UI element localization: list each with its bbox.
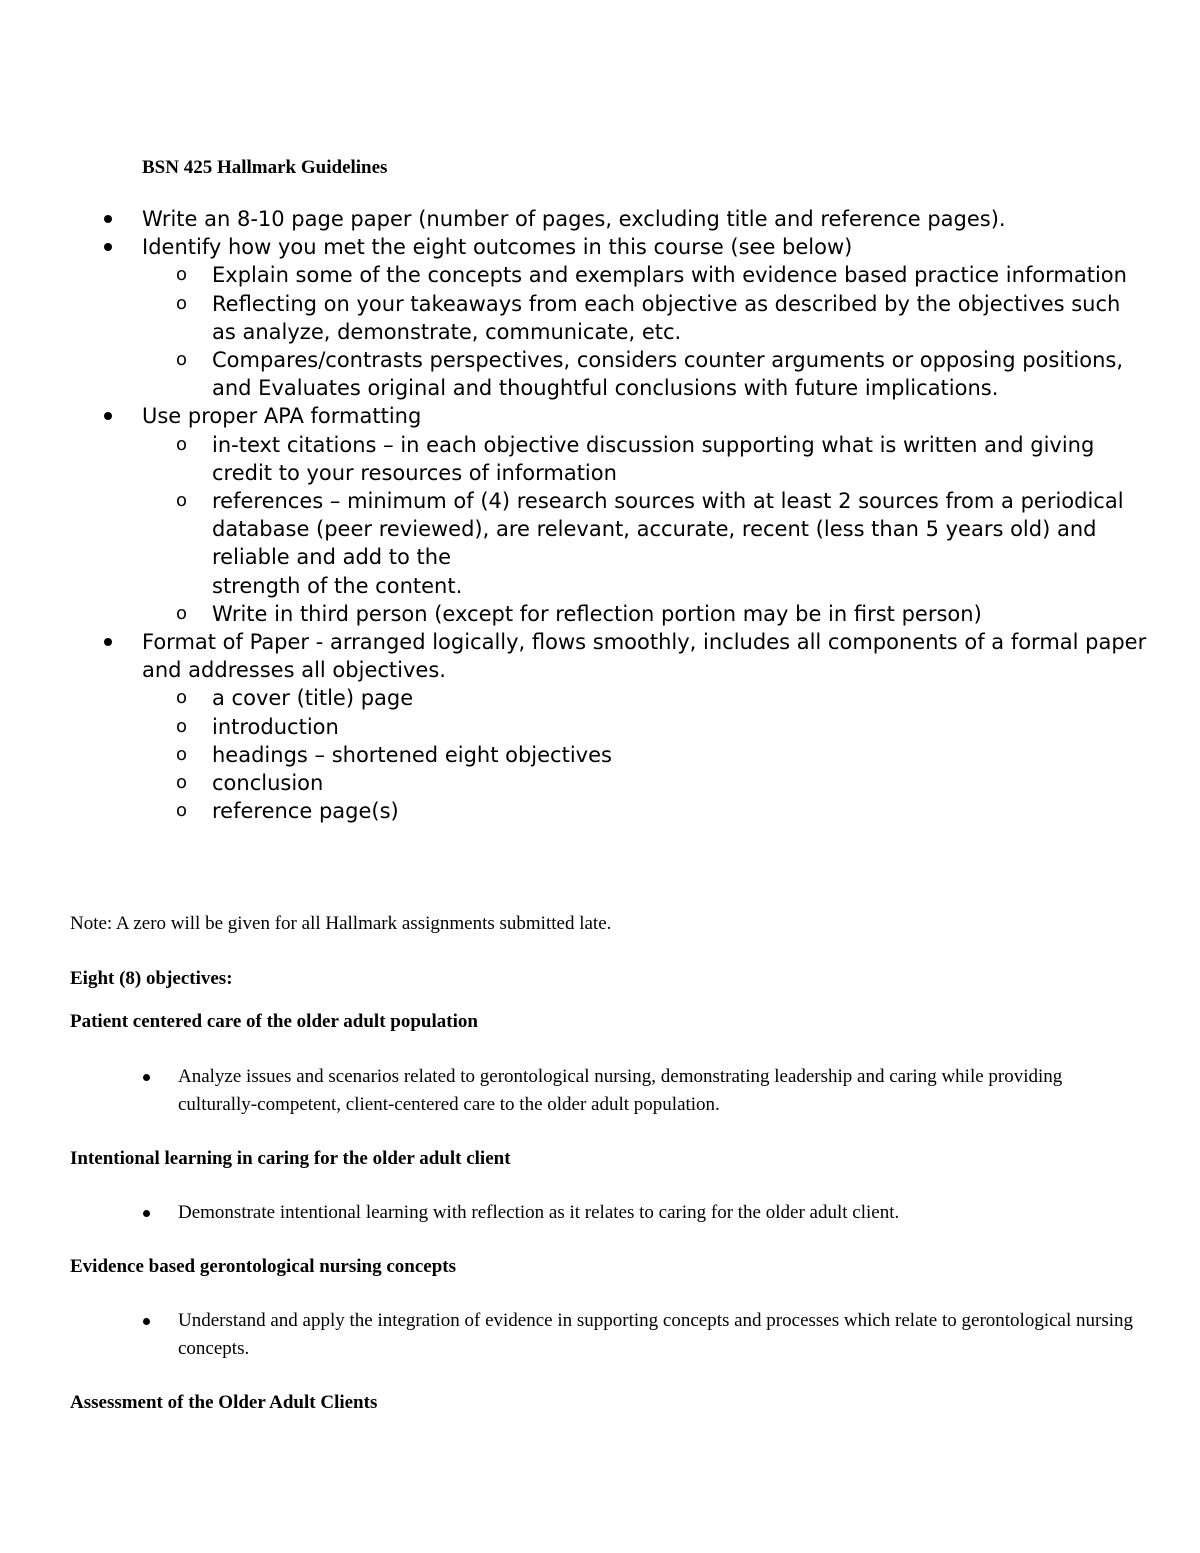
sub-bullet-icon: o xyxy=(176,264,188,286)
late-note: Note: A zero will be given for all Hallmark assignments submitted late. xyxy=(70,913,612,934)
objective-heading: Patient centered care of the older adult population xyxy=(70,1011,478,1032)
guideline-subitem xyxy=(0,600,1200,628)
objective-heading: Intentional learning in caring for the older adult client xyxy=(70,1148,511,1169)
guideline-subitem xyxy=(0,769,1200,797)
guideline-item xyxy=(0,233,1200,261)
sub-bullet-icon: o xyxy=(176,602,188,624)
guideline-subtext: Compares/contrasts perspectives, considers counter arguments or opposing positions, xyxy=(212,348,1123,373)
guideline-subitem xyxy=(0,713,1200,741)
guideline-subitem-continuation xyxy=(0,374,1200,402)
objectives-heading: Eight (8) objectives: xyxy=(70,968,233,989)
objective-heading: Assessment of the Older Adult Clients xyxy=(70,1392,378,1413)
bullet-icon xyxy=(104,638,112,646)
guideline-subitem xyxy=(0,684,1200,712)
guideline-subtext: a cover (title) page xyxy=(212,686,414,711)
guideline-subtext: conclusion xyxy=(212,771,324,796)
guidelines-list xyxy=(0,205,1200,825)
guideline-subtext: in-text citations – in each objective discussion supporting what is written and giving credit to your resources of information xyxy=(212,432,1095,485)
guideline-subtext: Write in third person (except for reflection portion may be in first person) xyxy=(212,601,982,626)
objective-heading: Evidence based gerontological nursing concepts xyxy=(70,1256,456,1277)
guideline-subitem xyxy=(0,261,1200,289)
bullet-icon xyxy=(143,1210,150,1217)
bullet-icon xyxy=(104,412,112,420)
guideline-subtext: Explain some of the concepts and exemplars with evidence based practice information xyxy=(212,263,1127,288)
guideline-item xyxy=(0,628,1200,684)
guideline-subtext: strength of the content. xyxy=(212,573,463,598)
sub-bullet-icon: o xyxy=(176,687,188,709)
bullet-icon xyxy=(104,243,112,251)
guideline-subitem xyxy=(0,487,1200,572)
sub-bullet-icon: o xyxy=(176,715,188,737)
bullet-icon xyxy=(143,1074,150,1081)
document-title: BSN 425 Hallmark Guidelines xyxy=(142,157,388,178)
guideline-subtext: headings – shortened eight objectives xyxy=(212,742,612,767)
guideline-text: Write an 8-10 page paper (number of pages, excluding title and reference pages). xyxy=(142,207,1006,231)
guideline-subtext: references – minimum of (4) research sources with at least 2 sources from a periodical database (peer reviewed), are relevant, accurate, recent (less than 5 years old) and reliable and add to the xyxy=(212,489,1124,570)
sub-bullet-icon: o xyxy=(176,349,188,371)
guideline-subitem xyxy=(0,431,1200,487)
guideline-subitem-continuation xyxy=(0,572,1200,600)
guideline-subitem xyxy=(0,741,1200,769)
sub-bullet-icon: o xyxy=(176,772,188,794)
sub-bullet-icon: o xyxy=(176,743,188,765)
sub-bullet-icon: o xyxy=(176,292,188,314)
guideline-subtext: and Evaluates original and thoughtful conclusions with future implications. xyxy=(212,376,999,401)
guideline-item xyxy=(0,402,1200,430)
objective-text: Analyze issues and scenarios related to gerontological nursing, demonstrating leadership and caring while providing culturally-competent, client-centered care to the older adult population. xyxy=(178,1066,1063,1115)
bullet-icon xyxy=(104,215,112,223)
guideline-text: Identify how you met the eight outcomes in this course (see below) xyxy=(142,235,853,260)
guideline-subitem xyxy=(0,346,1200,374)
guideline-subitem xyxy=(0,797,1200,825)
sub-bullet-icon: o xyxy=(176,800,188,822)
guideline-item xyxy=(0,205,1200,233)
guideline-subtext: reference page(s) xyxy=(212,799,399,824)
objective-text: Understand and apply the integration of evidence in supporting concepts and processes which relate to gerontological nursing concepts. xyxy=(178,1310,1134,1359)
guideline-text: Use proper APA formatting xyxy=(142,404,422,429)
guideline-subtext: introduction xyxy=(212,714,339,739)
guideline-subitem xyxy=(0,290,1200,346)
guideline-subtext: Reflecting on your takeaways from each objective as described by the objectives such as analyze, demonstrate, communicate, etc. xyxy=(212,291,1121,344)
sub-bullet-icon: o xyxy=(176,490,188,512)
objective-text: Demonstrate intentional learning with reflection as it relates to caring for the older adult client. xyxy=(178,1202,900,1223)
sub-bullet-icon: o xyxy=(176,433,188,455)
guideline-text: Format of Paper - arranged logically, flows smoothly, includes all components of a formal paper and addresses all objectives. xyxy=(142,630,1147,683)
bullet-icon xyxy=(143,1318,150,1325)
